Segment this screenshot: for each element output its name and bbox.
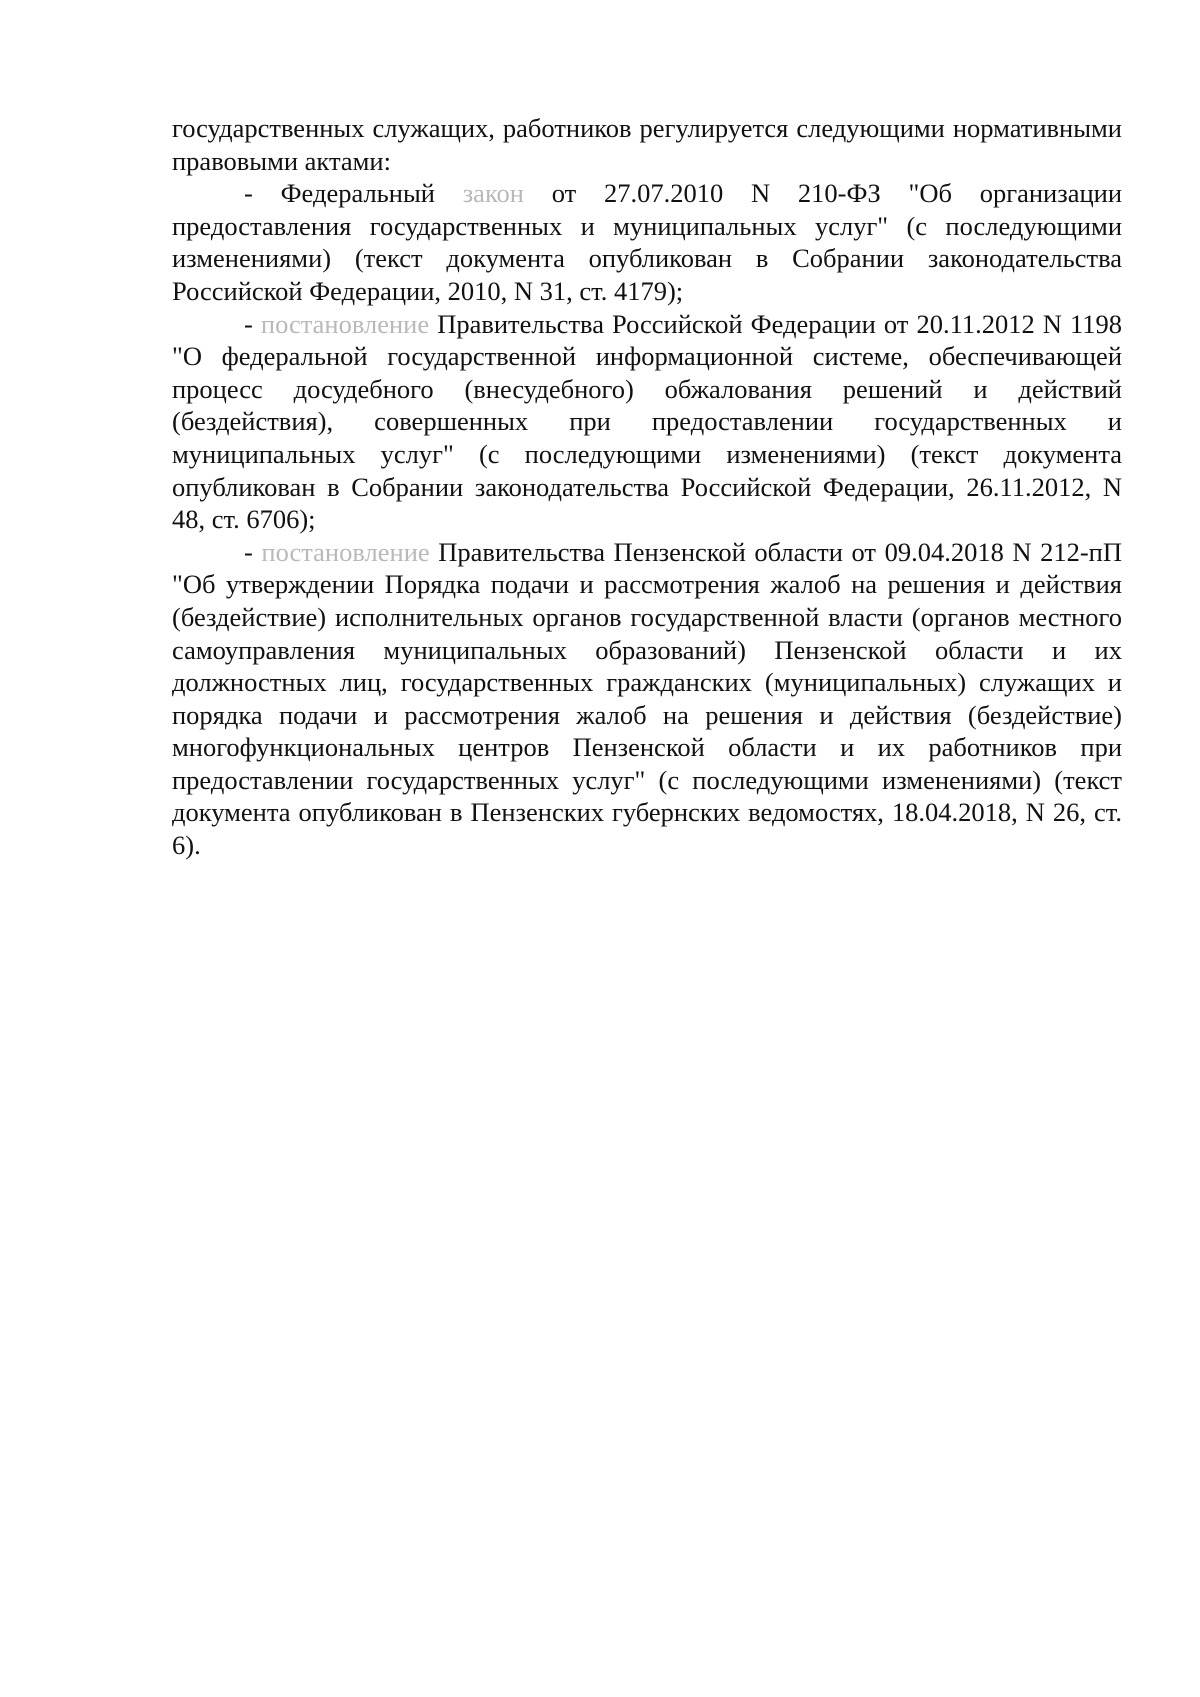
list-item-prefix: - Федеральный: [244, 178, 463, 209]
resolution-link[interactable]: постановление: [261, 536, 430, 567]
list-item-penza-resolution: [172, 536, 1122, 862]
resolution-link[interactable]: постановление: [260, 308, 430, 339]
list-item-prefix: -: [244, 536, 262, 567]
list-item-prefix: -: [244, 308, 261, 339]
document-body: [172, 112, 1122, 862]
list-item-text: Правительства Российской Федерации от 20.11.2012 N 1198 "О федеральной государственной информационной системе, обеспечивающей процесс досудебного (внесудебного) обжалования решений и действий (бездействия), совершенных при предоставлении государственных и муниципальных услуг" (с последующими изменениями) (текст документа опубликован в Собрании законодательства Российской Федерации, 26.11.2012, N 48, ст. 6706);: [172, 308, 1122, 535]
list-item-federal-law: [172, 177, 1122, 307]
list-item-text: от 27.07.2010 N 210-ФЗ "Об организации предоставления государственных и муниципальных услуг" (с последующими изменениями) (текст документа опубликован в Собрании законодательства Российской Федерации, 2010, N 31, ст. 4179);: [172, 178, 1122, 306]
list-item-text: Правительства Пензенской области от 09.04.2018 N 212-пП "Об утверждении Порядка подачи и рассмотрения жалоб на решения и действия (бездействие) исполнительных органов государственной власти (органов местного самоуправления муниципальных образований) Пензенской области и их должностных лиц, государственных гражданских (муниципальных) служащих и порядка подачи и рассмотрения жалоб на решения и действия (бездействие) многофункциональных центров Пензенской области и их работников при предоставлении государственных услуг" (с последующими изменениями) (текст документа опубликован в Пензенских губернских ведомостях, 18.04.2018, N 26, ст. 6).: [172, 536, 1122, 861]
intro-paragraph: государственных служащих, работников регулируется следующими нормативными правовыми актами:: [172, 113, 1122, 176]
law-link[interactable]: закон: [462, 178, 524, 209]
list-item-rf-resolution: [172, 308, 1122, 536]
